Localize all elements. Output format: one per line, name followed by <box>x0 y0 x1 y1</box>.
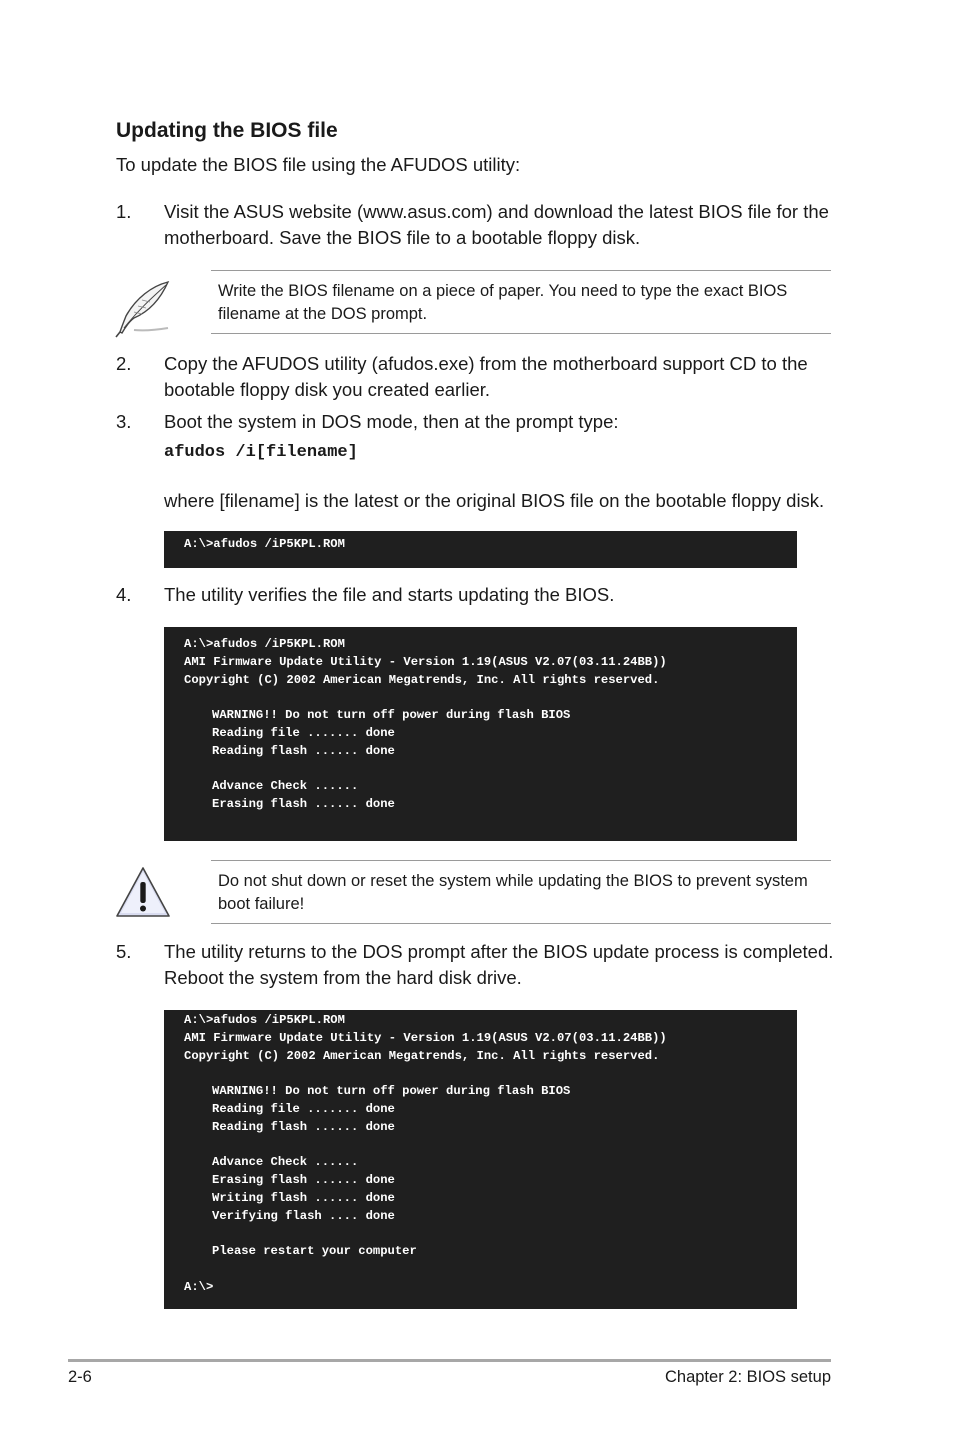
terminal-line: Verifying flash .... done <box>212 1208 395 1223</box>
step-4-text: The utility verifies the file and starts updating the BIOS. <box>164 584 615 605</box>
step-2-number: 2. <box>116 353 132 374</box>
terminal-line: Reading file ....... done <box>212 1101 395 1116</box>
filename-explanation: where [filename] is the latest or the original BIOS file on the bootable floppy disk. <box>164 490 825 511</box>
note-text: Write the BIOS filename on a piece of paper. You need to type the exact BIOS filename at the DOS prompt. <box>218 282 788 323</box>
step-1-text: Visit the ASUS website (www.asus.com) and download the latest BIOS file for the motherboard. Save the BIOS file to a bootable floppy disk. <box>164 201 829 248</box>
footer-divider <box>68 1359 831 1362</box>
terminal-line: Reading flash ...... done <box>212 743 395 758</box>
terminal-line: Copyright (C) 2002 American Megatrends, Inc. All rights reserved. <box>184 672 660 687</box>
terminal-line: Advance Check ...... <box>212 1155 359 1170</box>
caution-text: Do not shut down or reset the system while updating the BIOS to prevent system boot failure! <box>218 872 808 913</box>
command-syntax: afudos /i[filename] <box>164 443 358 462</box>
section-heading: Updating the BIOS file <box>116 119 338 142</box>
terminal-line: Erasing flash ...... done <box>212 1173 395 1188</box>
step-4-number: 4. <box>116 584 132 605</box>
quill-pen-icon <box>112 278 174 340</box>
terminal-line: Writing flash ...... done <box>212 1190 395 1205</box>
terminal-update-complete <box>164 1010 797 1309</box>
terminal-line: WARNING!! Do not turn off power during flash BIOS <box>212 1084 571 1099</box>
caution-callout <box>211 860 831 924</box>
step-1-number: 1. <box>116 201 132 222</box>
terminal-line: Reading file ....... done <box>212 725 395 740</box>
terminal-line: Copyright (C) 2002 American Megatrends, Inc. All rights reserved. <box>184 1048 660 1063</box>
terminal-line: AMI Firmware Update Utility - Version 1.19(ASUS V2.07(03.11.24BB)) <box>184 654 667 669</box>
terminal-line: A:\>afudos /iP5KPL.ROM <box>184 637 345 651</box>
terminal-line: A:\>afudos /iP5KPL.ROM <box>184 1013 345 1027</box>
step-3-number: 3. <box>116 411 132 432</box>
terminal-line: Erasing flash ...... done <box>212 797 395 812</box>
terminal-prompt: A:\> <box>184 1279 214 1294</box>
terminal-update-progress <box>164 627 797 841</box>
step-2-text: Copy the AFUDOS utility (afudos.exe) from the motherboard support CD to the bootable floppy disk you created earlier. <box>164 353 808 400</box>
terminal-line: Advance Check ...... <box>212 779 359 794</box>
terminal-line: Reading flash ...... done <box>212 1119 395 1134</box>
terminal-command <box>164 531 797 568</box>
terminal-line: AMI Firmware Update Utility - Version 1.19(ASUS V2.07(03.11.24BB)) <box>184 1030 667 1045</box>
step-5-number: 5. <box>116 941 132 962</box>
terminal-line: WARNING!! Do not turn off power during flash BIOS <box>212 708 571 723</box>
step-3-text: Boot the system in DOS mode, then at the prompt type: <box>164 411 619 432</box>
terminal-line: Please restart your computer <box>212 1244 417 1259</box>
intro-text: To update the BIOS file using the AFUDOS utility: <box>116 154 521 175</box>
page-number: 2-6 <box>68 1368 92 1386</box>
chapter-label: Chapter 2: BIOS setup <box>664 1368 831 1386</box>
warning-triangle-icon <box>112 862 174 924</box>
step-5-text: The utility returns to the DOS prompt after the BIOS update process is completed. Reboot the system from the hard disk drive. <box>164 941 834 988</box>
terminal-line: A:\>afudos /iP5KPL.ROM <box>184 537 345 551</box>
note-callout <box>211 270 831 334</box>
